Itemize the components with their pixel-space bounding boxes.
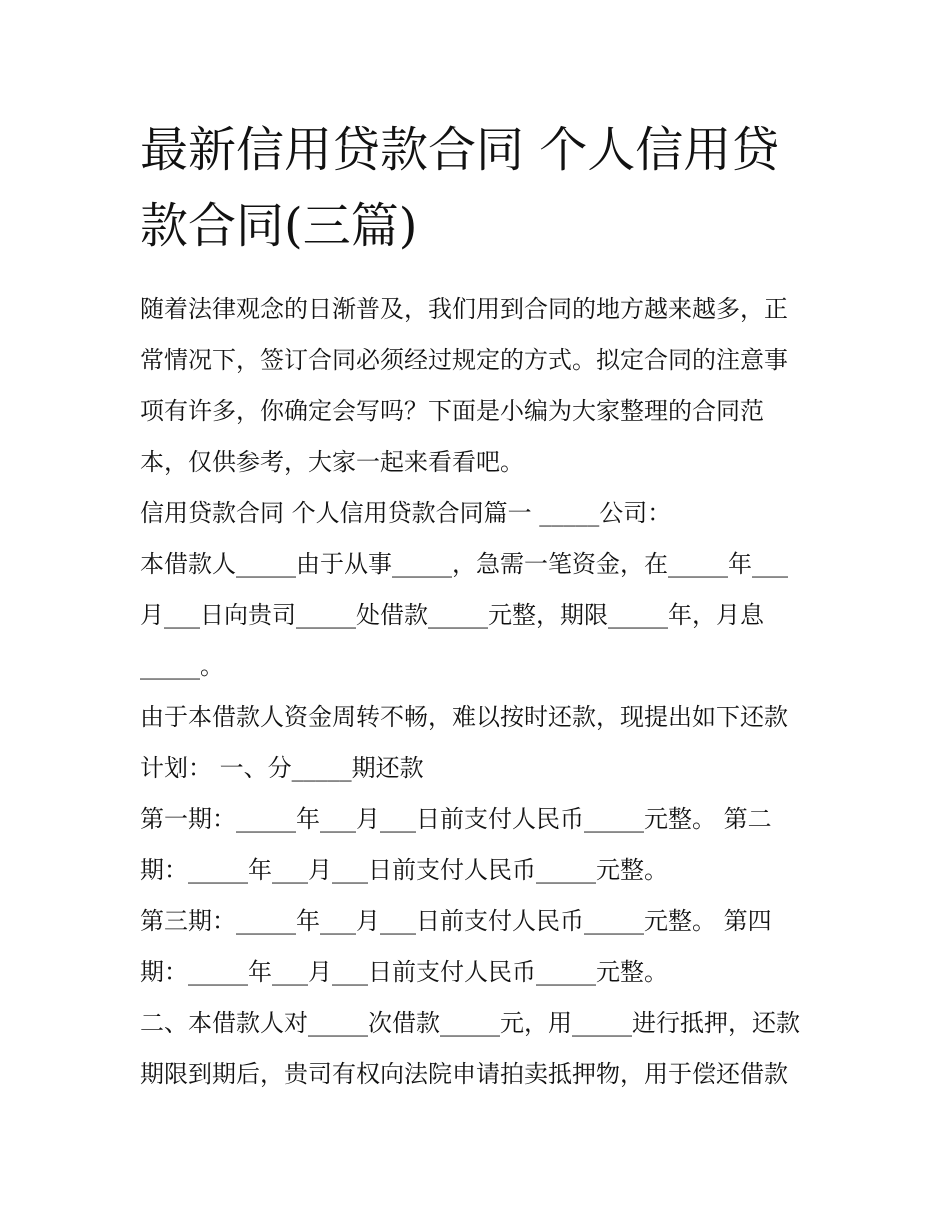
text-line: 二、本借款人对_____次借款_____元，用_____进行抵押，还款 xyxy=(140,1009,800,1037)
title-line: 最新信用贷款合同 个人信用贷 xyxy=(140,122,780,178)
text-line: 月___日向贵司_____处借款_____元整，期限_____年，月息 xyxy=(140,601,764,629)
installments-1-2-paragraph xyxy=(140,794,815,896)
text-line: 由于本借款人资金周转不畅，难以按时还款，现提出如下还款 xyxy=(140,703,788,731)
repayment-plan-paragraph xyxy=(140,692,815,794)
text-line: 第三期：_____年___月___日前支付人民币_____元整。 第四 xyxy=(140,907,772,935)
text-line: 常情况下，签订合同必须经过规定的方式。拟定合同的注意事 xyxy=(140,346,788,374)
installments-3-4-paragraph xyxy=(140,896,815,998)
text-line: 本，仅供参考，大家一起来看看吧。 xyxy=(140,448,524,476)
borrower-paragraph xyxy=(140,539,815,692)
text-line: 第一期：_____年___月___日前支付人民币_____元整。 第二 xyxy=(140,805,772,833)
text-line: 期限到期后，贵司有权向法院申请拍卖抵押物，用于偿还借款 xyxy=(140,1060,788,1088)
document-content xyxy=(140,112,815,1100)
text-line: 项有许多，你确定会写吗？下面是小编为大家整理的合同范 xyxy=(140,397,764,425)
text-line: 计划： 一、分_____期还款 xyxy=(140,754,424,782)
text-line: 本借款人_____由于从事_____，急需一笔资金，在_____年___ xyxy=(140,550,788,578)
document-title xyxy=(140,112,815,264)
intro-paragraph xyxy=(140,284,815,488)
text-line: _____。 xyxy=(140,652,224,680)
text-line: 随着法律观念的日渐普及，我们用到合同的地方越来越多，正 xyxy=(140,295,788,323)
text-line: 期：_____年___月___日前支付人民币_____元整。 xyxy=(140,856,668,884)
mortgage-paragraph xyxy=(140,998,815,1100)
text-line: 期：_____年___月___日前支付人民币_____元整。 xyxy=(140,958,668,986)
text-line: 信用贷款合同 个人信用贷款合同篇一 _____公司： xyxy=(140,499,672,527)
title-line: 款合同(三篇) xyxy=(140,198,418,254)
section-heading xyxy=(140,488,815,539)
